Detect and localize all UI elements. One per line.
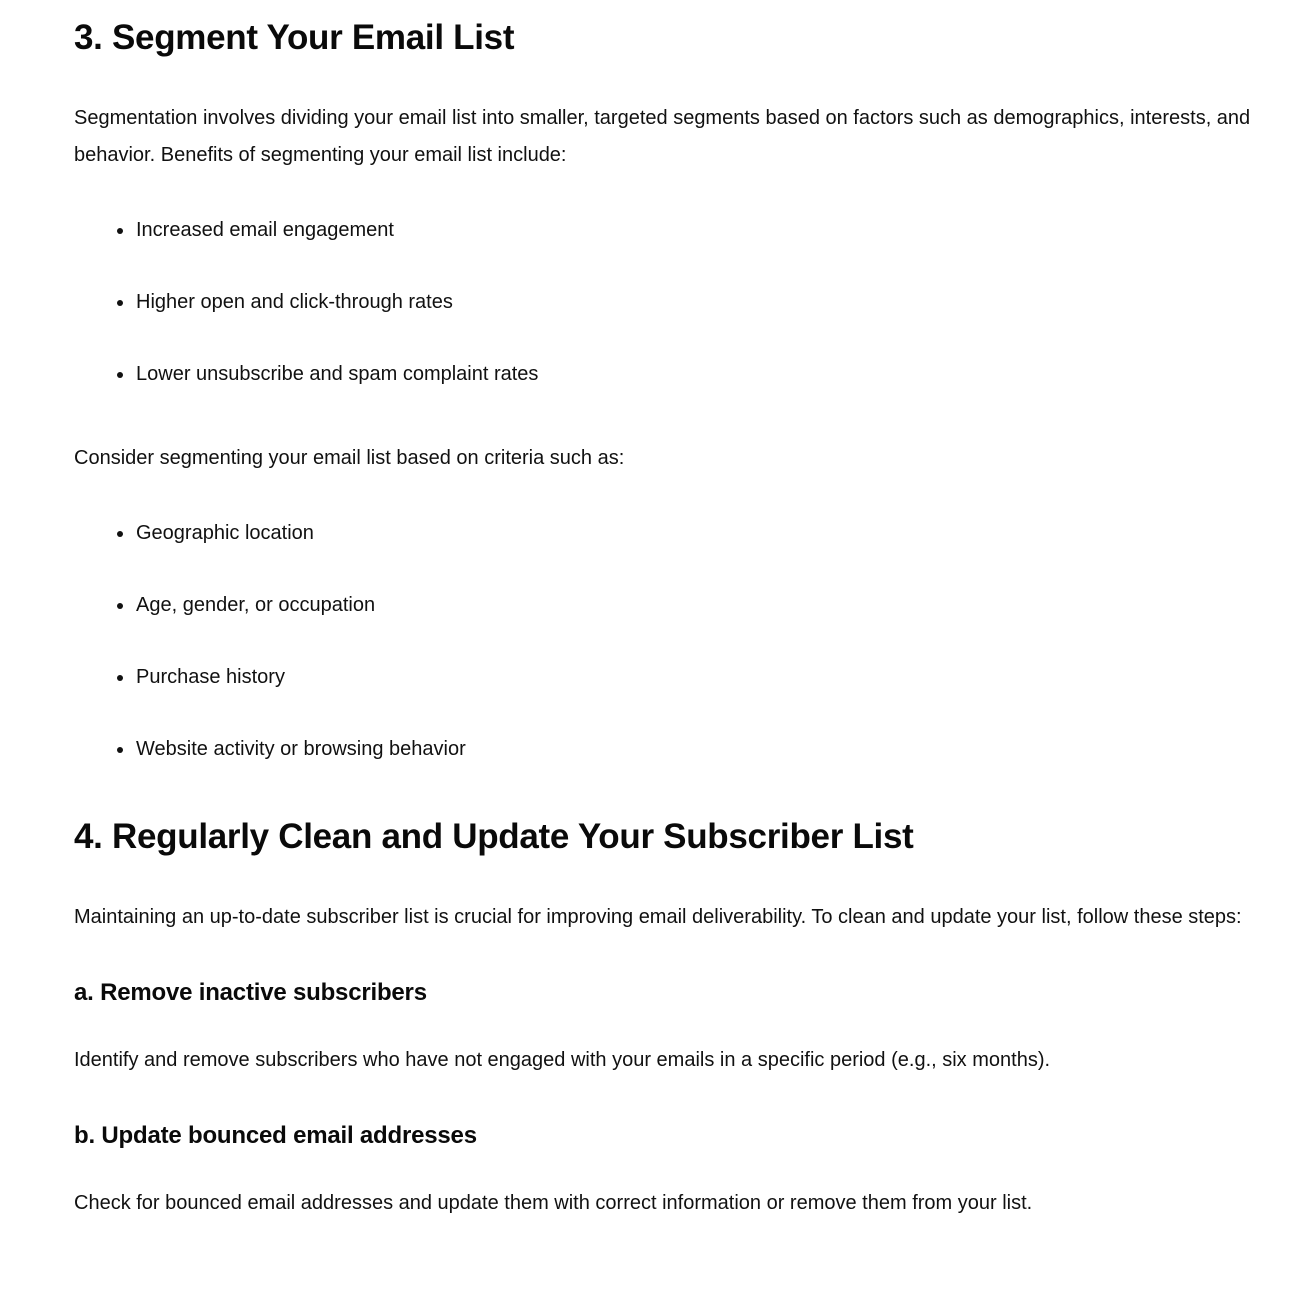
subheading-update-bounced-addresses: b. Update bounced email addresses bbox=[74, 1121, 477, 1149]
clean-list-intro-paragraph: Maintaining an up-to-date subscriber list is crucial for improving email deliverability. To clean and update your list, follow these steps: bbox=[74, 905, 1242, 928]
remove-inactive-paragraph: Identify and remove subscribers who have not engaged with your emails in a specific period (e.g., six months). bbox=[74, 1048, 1051, 1071]
list-item: • Purchase history bbox=[135, 663, 1259, 691]
segmentation-benefits-list bbox=[74, 216, 1259, 388]
list-item: • Increased email engagement bbox=[135, 216, 1259, 244]
segmentation-intro-paragraph: Segmentation involves dividing your email list into smaller, targeted segments based on factors such as demographics, interests, and behavior. Benefits of segmenting your email list include: bbox=[74, 106, 1251, 166]
subheading-remove-inactive-subscribers: a. Remove inactive subscribers bbox=[74, 978, 427, 1006]
list-item: • Website activity or browsing behavior bbox=[135, 735, 1259, 763]
list-item: • Higher open and click-through rates bbox=[135, 288, 1259, 316]
section-heading-segment-email-list: 3. Segment Your Email List bbox=[74, 18, 515, 57]
segmentation-criteria-list bbox=[74, 519, 1259, 763]
update-bounced-paragraph: Check for bounced email addresses and update them with correct information or remove them from your list. bbox=[74, 1191, 1033, 1214]
list-item: • Age, gender, or occupation bbox=[135, 591, 1259, 619]
list-item: • Lower unsubscribe and spam complaint rates bbox=[135, 360, 1259, 388]
section-heading-clean-subscriber-list: 4. Regularly Clean and Update Your Subscriber List bbox=[74, 816, 914, 856]
list-item: • Geographic location bbox=[135, 519, 1259, 547]
criteria-intro-paragraph: Consider segmenting your email list based on criteria such as: bbox=[74, 446, 625, 469]
